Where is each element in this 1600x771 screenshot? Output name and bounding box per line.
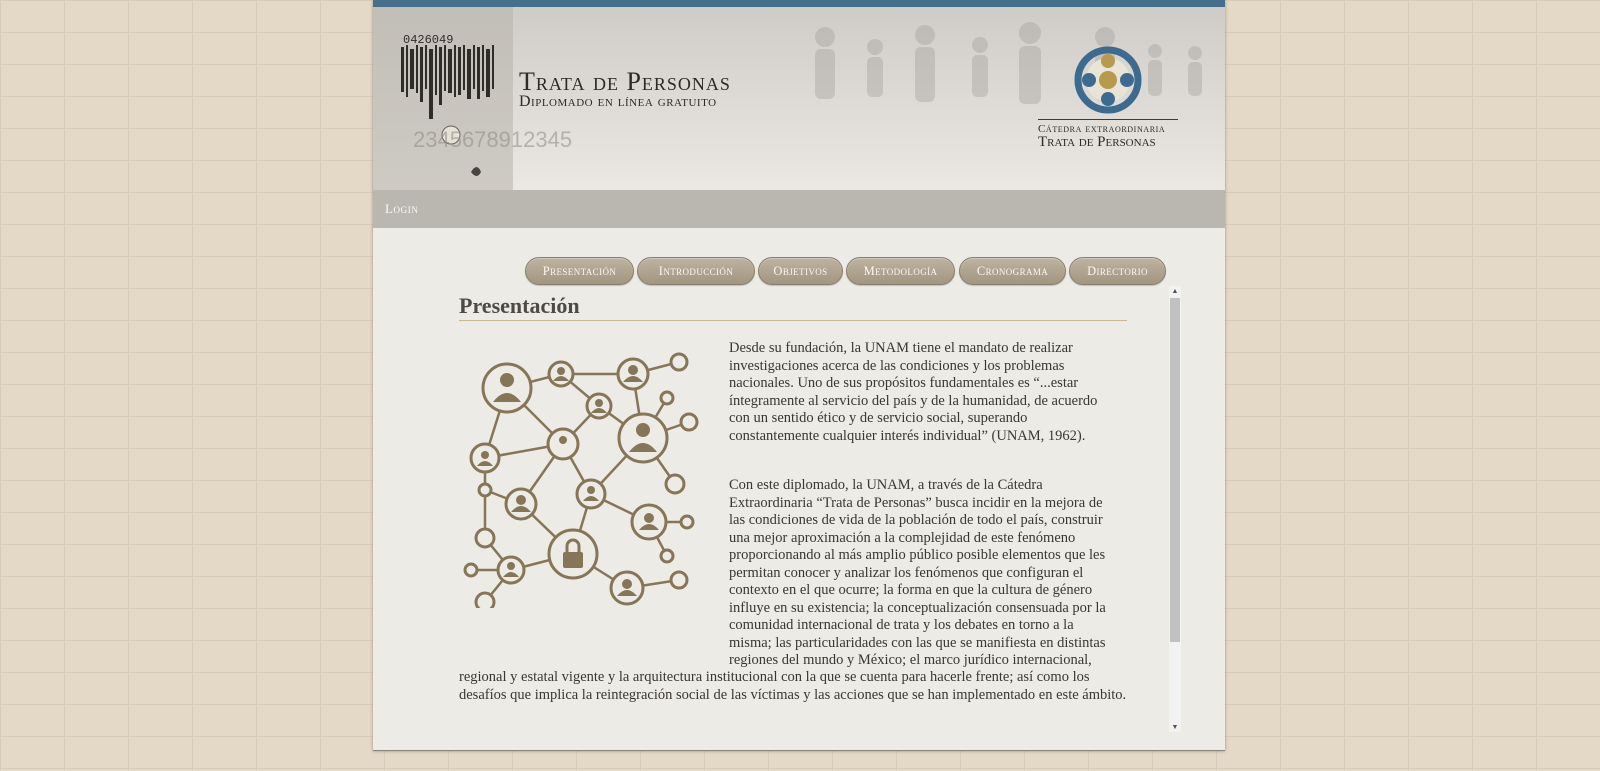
page-title: Presentación <box>459 293 580 318</box>
paragraph-intro: Desde su fundación, la UNAM tiene el mandato de realizar investigaciones acerca de las condiciones y los problemas nacionales. Uno de sus propósitos fundamentales es “...estar íntegramente al servicio del país y de la humanidad, de acuerdo con un sentido ético y de servicio social, superando constantemente cualquier interés individual” (UNAM, 1962). <box>729 340 1098 444</box>
header-banner <box>373 7 1225 190</box>
top-accent-bar <box>373 0 1225 7</box>
tab-cronograma[interactable]: Cronograma <box>959 257 1066 285</box>
site-container <box>373 0 1225 751</box>
catedra-label: Cátedra extraordinaria <box>1038 123 1166 135</box>
tab-metodologia[interactable]: Metodología <box>846 257 955 285</box>
scroll-down-icon[interactable]: ▼ <box>1171 723 1179 731</box>
catedra-logo-icon <box>1073 45 1143 115</box>
catedra-divider <box>1038 119 1178 120</box>
tab-introduccion[interactable]: Introducción <box>637 257 755 285</box>
tab-directorio[interactable]: Directorio <box>1069 257 1166 285</box>
svg-text:2345678912345: 2345678912345 <box>413 127 573 152</box>
catedra-label-main: Trata de Personas <box>1038 134 1156 150</box>
people-network-illustration <box>463 348 703 608</box>
tab-objetivos[interactable]: Objetivos <box>758 257 843 285</box>
svg-text:0426049: 0426049 <box>403 33 454 47</box>
title-divider <box>459 320 1127 321</box>
site-subtitle: Diplomado en línea gratuito <box>519 93 717 110</box>
navigation-bar <box>373 190 1225 228</box>
site-title: Trata de Personas <box>519 67 731 96</box>
tab-presentacion[interactable]: Presentación <box>525 257 634 285</box>
scroll-thumb[interactable] <box>1170 298 1180 642</box>
scroll-up-icon[interactable]: ▲ <box>1171 287 1179 295</box>
main-content <box>459 290 1139 730</box>
content-scrollbar[interactable] <box>1169 286 1181 732</box>
family-silhouettes-illustration <box>745 7 1225 117</box>
paragraph-diploma: Con este diplomado, la UNAM, a través de la Cátedra Extraordinaria “Trata de Personas” busca incidir en la mejora de las condiciones de vida de la población de todo el país, construir una mejor aproximación a la complejidad de este fenómeno proporcionando al más amplio público posible elementos que les permitan conocer y analizar los fenómenos que configuran el contexto en el que ocurre; la forma en que la cultura de género influye en su existencia; la conceptualización consensuada por la comunidad internacional de trata y los debates en torno a la misma; las particularidades con las que se manifiesta en distintas regiones del mundo y México; el marco jurídico internacional, <box>729 477 1106 668</box>
login-link[interactable]: Login <box>385 201 419 216</box>
paragraph-diploma-continued: regional y estatal vigente y la arquitectura institucional con la que se cuenta para hacerle frente; así como los desafíos que implica la reintegración social de las víctimas y las acciones que se han implementado en este ámbito. <box>459 669 1127 703</box>
